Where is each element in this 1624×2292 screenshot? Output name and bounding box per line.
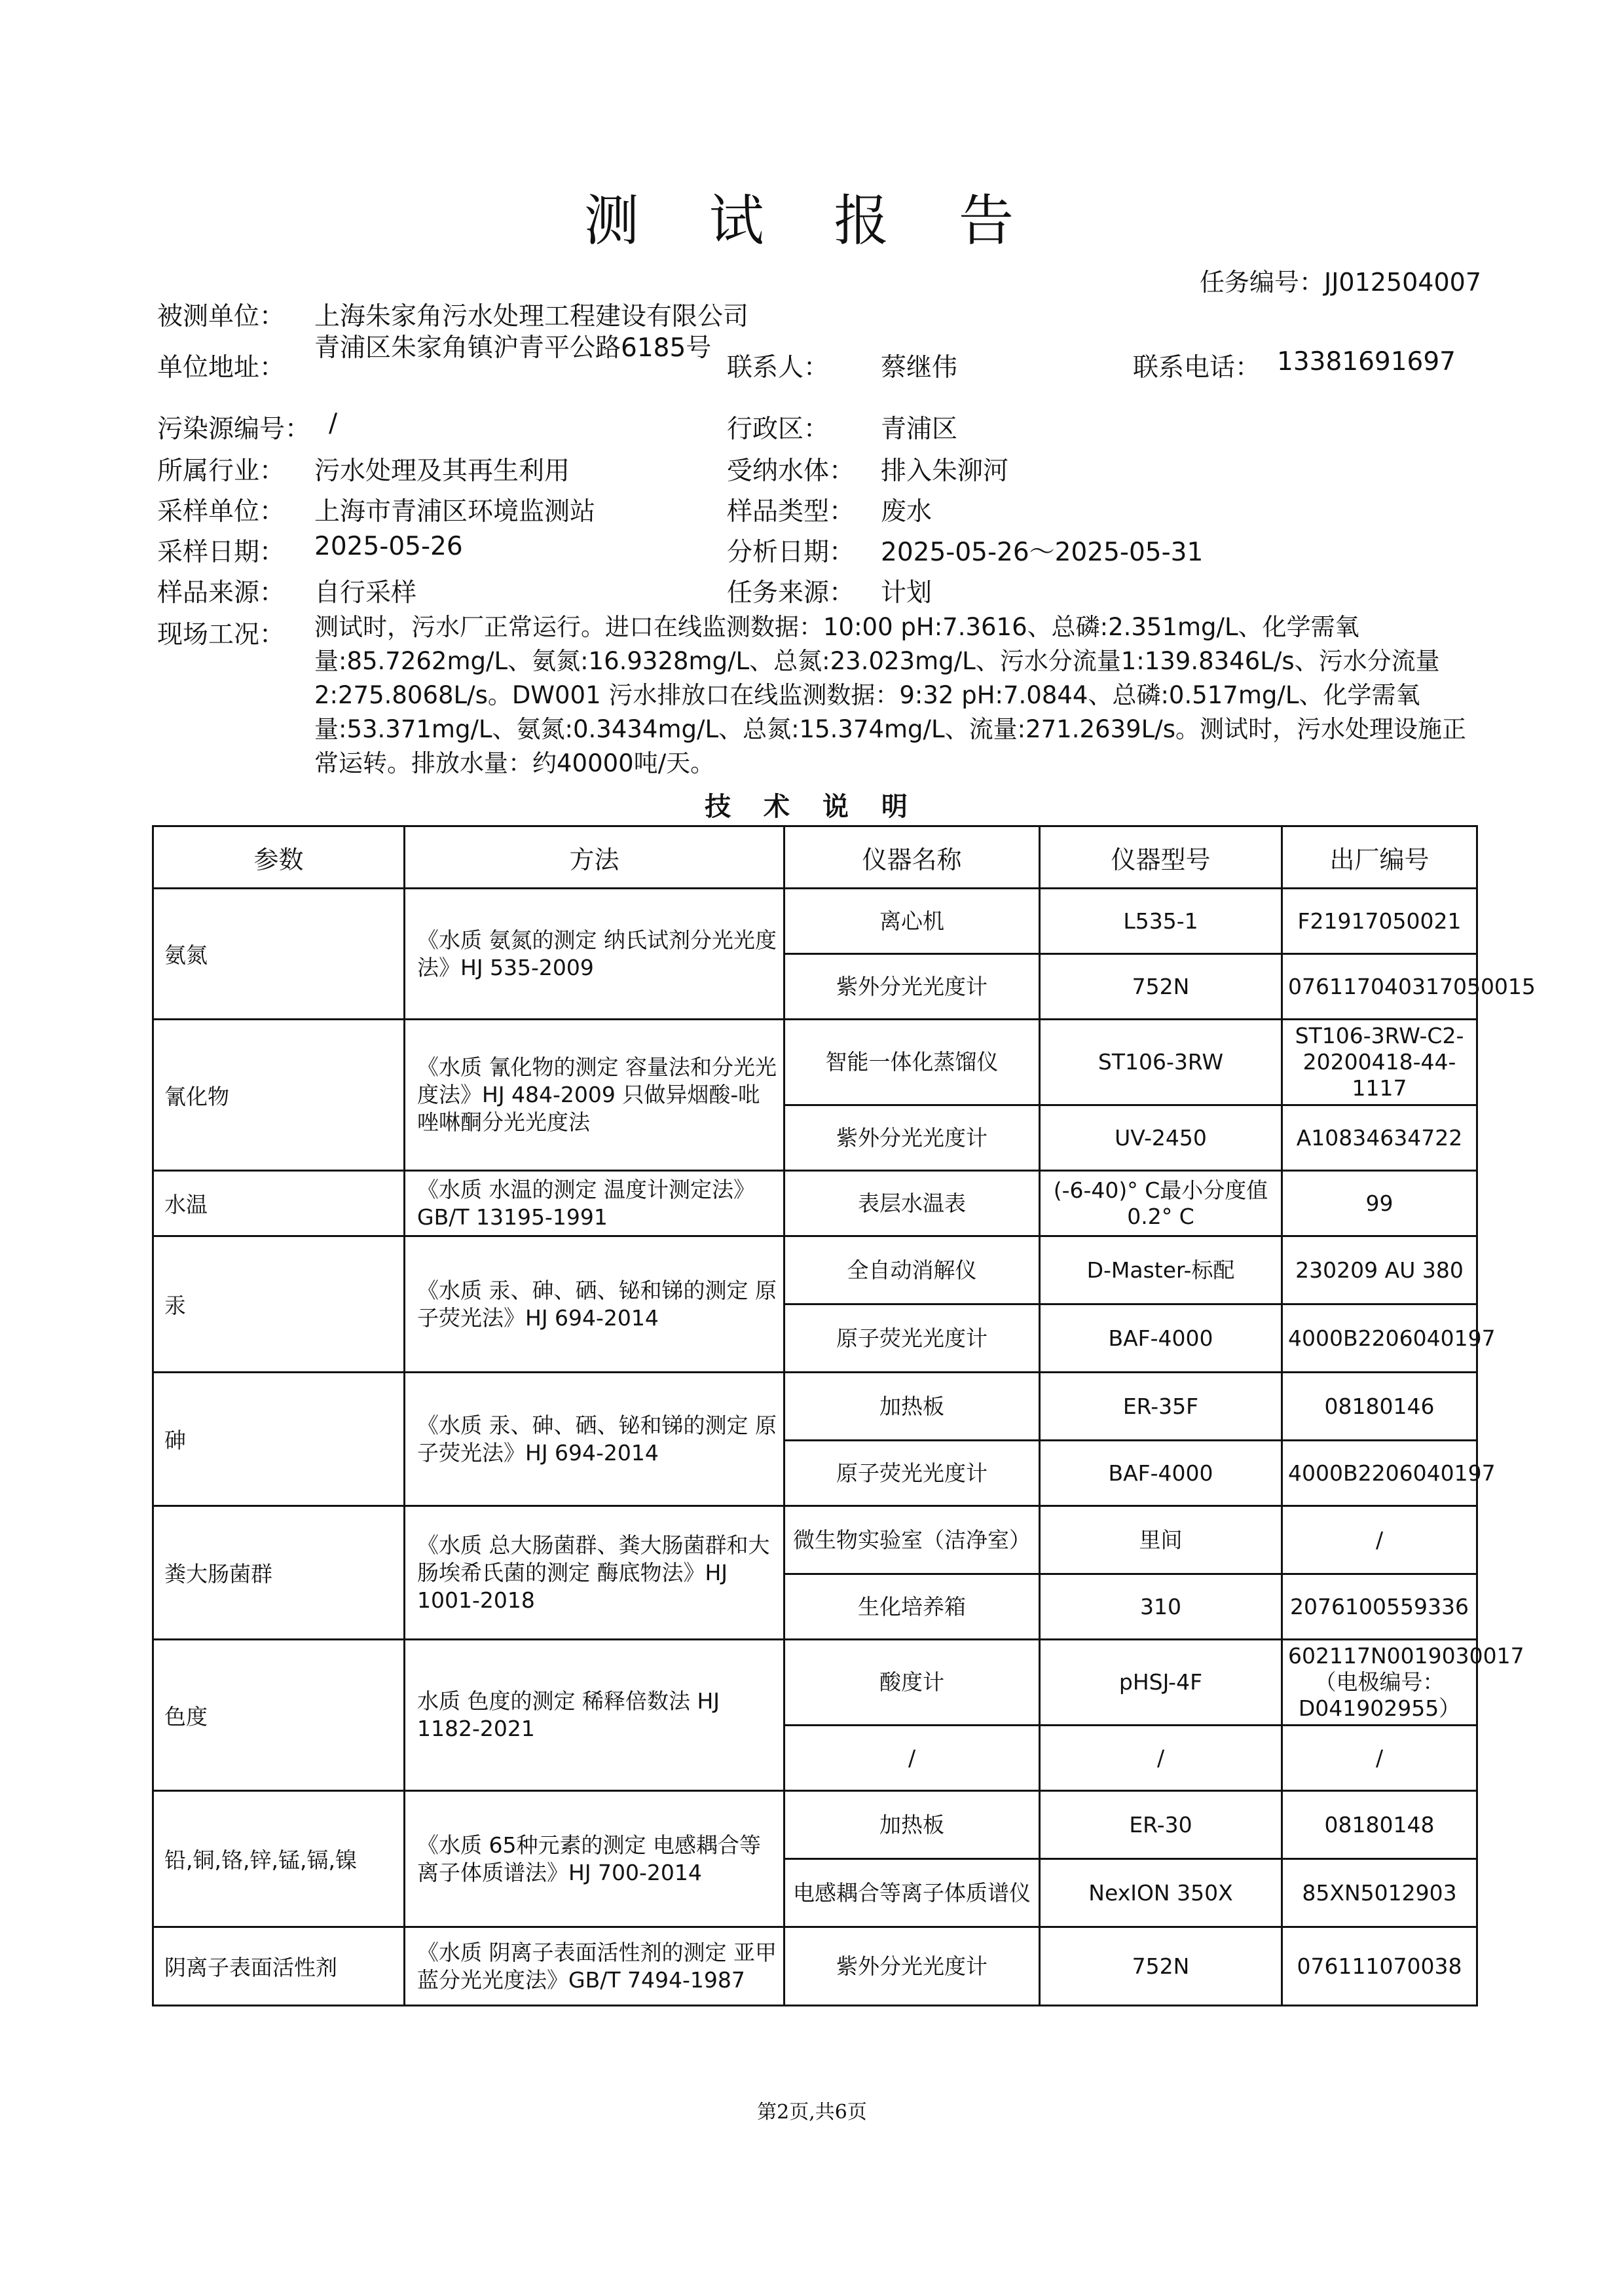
- param-cell: 粪大肠菌群: [153, 1506, 405, 1640]
- tech-table-header: [153, 826, 1477, 889]
- method-cell: 《水质 水温的测定 温度计测定法》GB/T 13195-1991: [405, 1171, 784, 1236]
- method-cell: 《水质 阴离子表面活性剂的测定 亚甲蓝分光光度法》GB/T 7494-1987: [405, 1927, 784, 2006]
- instrument-name-cell: 原子荧光光度计: [784, 1441, 1040, 1506]
- instrument-model-cell: (-6-40)° C最小分度值0.2° C: [1040, 1171, 1282, 1236]
- contact-value: 蔡继伟: [881, 353, 958, 382]
- serial-no-cell: 08180148: [1282, 1791, 1477, 1859]
- header-instrument-model: 仪器型号: [1040, 826, 1282, 889]
- instrument-model-cell: /: [1040, 1726, 1282, 1791]
- serial-no-cell: ST106-3RW-C2-20200418-44-1117: [1282, 1020, 1477, 1105]
- method-cell: 水质 色度的测定 稀释倍数法 HJ 1182-2021: [405, 1640, 784, 1791]
- instrument-model-cell: BAF-4000: [1040, 1441, 1282, 1506]
- task-number: [1200, 262, 1481, 298]
- sampling-unit-value: 上海市青浦区环境监测站: [314, 497, 596, 527]
- serial-no-cell: A10834634722: [1282, 1105, 1477, 1171]
- header-param: 参数: [153, 826, 405, 889]
- param-cell: 水温: [153, 1171, 405, 1236]
- instrument-model-cell: UV-2450: [1040, 1105, 1282, 1171]
- instrument-name-cell: 表层水温表: [784, 1171, 1040, 1236]
- task-number-label: 任务编号：: [1199, 268, 1324, 297]
- instrument-name-cell: /: [784, 1726, 1040, 1791]
- instrument-name-cell: 原子荧光光度计: [784, 1304, 1040, 1373]
- table-row: [153, 1640, 1477, 1726]
- instrument-model-cell: NexION 350X: [1040, 1859, 1282, 1927]
- serial-no-cell: 08180146: [1282, 1373, 1477, 1441]
- receiving-water-value: 排入朱泖河: [881, 456, 1009, 486]
- info-row-source: [157, 572, 1486, 612]
- instrument-name-cell: 紫外分光光度计: [784, 1927, 1040, 2006]
- param-cell: 氰化物: [153, 1020, 405, 1171]
- instrument-name-cell: 全自动消解仪: [784, 1236, 1040, 1304]
- phone-label: 联系电话：: [1133, 353, 1261, 382]
- site-condition-label: 现场工况：: [157, 620, 286, 650]
- info-row-industry: [157, 451, 1486, 490]
- table-row: [153, 1791, 1477, 1859]
- instrument-name-cell: 智能一体化蒸馏仪: [784, 1020, 1040, 1105]
- instrument-model-cell: 752N: [1040, 1927, 1282, 2006]
- instrument-name-cell: 微生物实验室（洁净室）: [784, 1506, 1040, 1574]
- sample-type-value: 废水: [881, 497, 932, 527]
- table-row: [153, 1506, 1477, 1574]
- instrument-model-cell: ER-30: [1040, 1791, 1282, 1859]
- industry-value: 污水处理及其再生利用: [314, 456, 570, 486]
- sampling-date-value: 2025-05-26: [314, 532, 463, 561]
- instrument-name-cell: 紫外分光光度计: [784, 1105, 1040, 1171]
- task-source-value: 计划: [881, 578, 932, 608]
- info-row-sampling-unit: [157, 491, 1486, 530]
- param-cell: 砷: [153, 1373, 405, 1506]
- instrument-model-cell: pHSJ-4F: [1040, 1640, 1282, 1726]
- task-number-value: JJ012504007: [1323, 268, 1481, 297]
- tech-table-body: [153, 889, 1536, 2006]
- instrument-name-cell: 电感耦合等离子体质谱仪: [784, 1859, 1040, 1927]
- instrument-model-cell: D-Master-标配: [1040, 1236, 1282, 1304]
- method-cell: 《水质 汞、砷、硒、铋和锑的测定 原子荧光法》HJ 694-2014: [405, 1236, 784, 1373]
- serial-no-cell: 076111070038: [1282, 1927, 1477, 2006]
- serial-no-cell: 076117040317050015: [1282, 954, 1477, 1020]
- analysis-date-label: 分析日期：: [727, 538, 855, 567]
- address-label: 单位地址：: [157, 353, 286, 382]
- table-row: [153, 1171, 1477, 1236]
- instrument-name-cell: 紫外分光光度计: [784, 954, 1040, 1020]
- table-row: [153, 1020, 1477, 1105]
- instrument-model-cell: 752N: [1040, 954, 1282, 1020]
- instrument-name-cell: 加热板: [784, 1373, 1040, 1441]
- instrument-name-cell: 生化培养箱: [784, 1574, 1040, 1640]
- task-source-label: 任务来源：: [727, 578, 855, 608]
- instrument-model-cell: 里间: [1040, 1506, 1282, 1574]
- method-cell: 《水质 氨氮的测定 纳氏试剂分光光度法》HJ 535-2009: [405, 889, 784, 1020]
- serial-no-cell: /: [1282, 1506, 1477, 1574]
- address-value: 青浦区朱家角镇沪青平公路6185号: [314, 333, 712, 363]
- page-footer: 第2页,共6页: [757, 2101, 867, 2124]
- sample-source-label: 样品来源：: [157, 578, 286, 608]
- param-cell: 色度: [153, 1640, 405, 1791]
- info-row-dates: [157, 532, 1486, 571]
- method-cell: 《水质 总大肠菌群、粪大肠菌群和大肠埃希氏菌的测定 酶底物法》HJ 1001-2018: [405, 1506, 784, 1640]
- tech-section-title: 技 术 说 明: [705, 792, 919, 822]
- contact-label: 联系人：: [727, 353, 830, 382]
- table-row: [153, 1373, 1477, 1441]
- method-cell: 《水质 65种元素的测定 电感耦合等离子体质谱法》HJ 700-2014: [405, 1791, 784, 1927]
- serial-no-cell: 602117N0019030017（电极编号：D041902955）: [1282, 1640, 1477, 1726]
- serial-no-cell: F21917050021: [1282, 889, 1477, 954]
- param-cell: 铅,铜,铬,锌,锰,镉,镍: [153, 1791, 405, 1927]
- info-row-site-condition: [157, 610, 1486, 777]
- info-row-pollution: [157, 409, 1486, 448]
- table-row: [153, 1236, 1477, 1304]
- method-cell: 《水质 氰化物的测定 容量法和分光光度法》HJ 484-2009 只做异烟酸-吡唑啉酮分光光度法: [405, 1020, 784, 1171]
- industry-label: 所属行业：: [157, 456, 286, 486]
- method-cell: 《水质 汞、砷、硒、铋和锑的测定 原子荧光法》HJ 694-2014: [405, 1373, 784, 1506]
- header-method: 方法: [405, 826, 784, 889]
- table-row: [153, 1927, 1477, 2006]
- serial-no-cell: 230209 AU 380: [1282, 1236, 1477, 1304]
- sample-source-value: 自行采样: [314, 578, 417, 608]
- instrument-model-cell: L535-1: [1040, 889, 1282, 954]
- serial-no-cell: 99: [1282, 1171, 1477, 1236]
- instrument-model-cell: ER-35F: [1040, 1373, 1282, 1441]
- param-cell: 汞: [153, 1236, 405, 1373]
- header-serial-no: 出厂编号: [1282, 826, 1477, 889]
- instrument-name-cell: 加热板: [784, 1791, 1040, 1859]
- header-instrument-name: 仪器名称: [784, 826, 1040, 889]
- instrument-name-cell: 离心机: [784, 889, 1040, 954]
- district-value: 青浦区: [881, 415, 958, 444]
- district-label: 行政区：: [727, 415, 830, 444]
- pollution-no-label: 污染源编号：: [157, 415, 311, 444]
- receiving-water-label: 受纳水体：: [727, 456, 855, 486]
- unit-label: 被测单位：: [157, 302, 286, 331]
- sample-type-label: 样品类型：: [727, 497, 855, 527]
- phone-value: 13381691697: [1277, 347, 1456, 377]
- serial-no-cell: 2076100559336: [1282, 1574, 1477, 1640]
- serial-no-cell: 4000B2206040197: [1282, 1304, 1477, 1373]
- pollution-no-value: /: [329, 409, 338, 438]
- sampling-unit-label: 采样单位：: [157, 497, 286, 527]
- instrument-name-cell: 酸度计: [784, 1640, 1040, 1726]
- instrument-model-cell: 310: [1040, 1574, 1282, 1640]
- table-row: [153, 889, 1477, 954]
- analysis-date-value: 2025-05-26～2025-05-31: [881, 538, 1204, 567]
- serial-no-cell: /: [1282, 1726, 1477, 1791]
- report-title: 测 试 报 告: [583, 189, 1041, 253]
- instrument-model-cell: ST106-3RW: [1040, 1020, 1282, 1105]
- unit-value: 上海朱家角污水处理工程建设有限公司: [314, 302, 749, 331]
- serial-no-cell: 4000B2206040197: [1282, 1441, 1477, 1506]
- instrument-model-cell: BAF-4000: [1040, 1304, 1282, 1373]
- info-row-unit: [157, 296, 1486, 335]
- serial-no-cell: 85XN5012903: [1282, 1859, 1477, 1927]
- sampling-date-label: 采样日期：: [157, 538, 286, 567]
- info-row-address: [157, 333, 1486, 403]
- tech-table: [152, 825, 1536, 2006]
- param-cell: 氨氮: [153, 889, 405, 1020]
- param-cell: 阴离子表面活性剂: [153, 1927, 405, 2006]
- site-condition-value: 测试时，污水厂正常运行。进口在线监测数据：10:00 pH:7.3616、总磷:2.351mg/L、化学需氧量:85.7262mg/L、氨氮:16.9328mg/L、总氮:23.023mg/L、污水分流量1:139.8346L/s、污水分流量2:275.8068L/s。DW001 污水排放口在线监测数据：9:32 pH:7.0844、总磷:0.517mg/L、化学需氧量:53.371mg/L、氨氮:0.3434mg/L、总氮:15.374mg/L、流量:271.2639L/s。测试时，污水处理设施正常运转。排放水量：约40000吨/天。: [314, 613, 1466, 777]
